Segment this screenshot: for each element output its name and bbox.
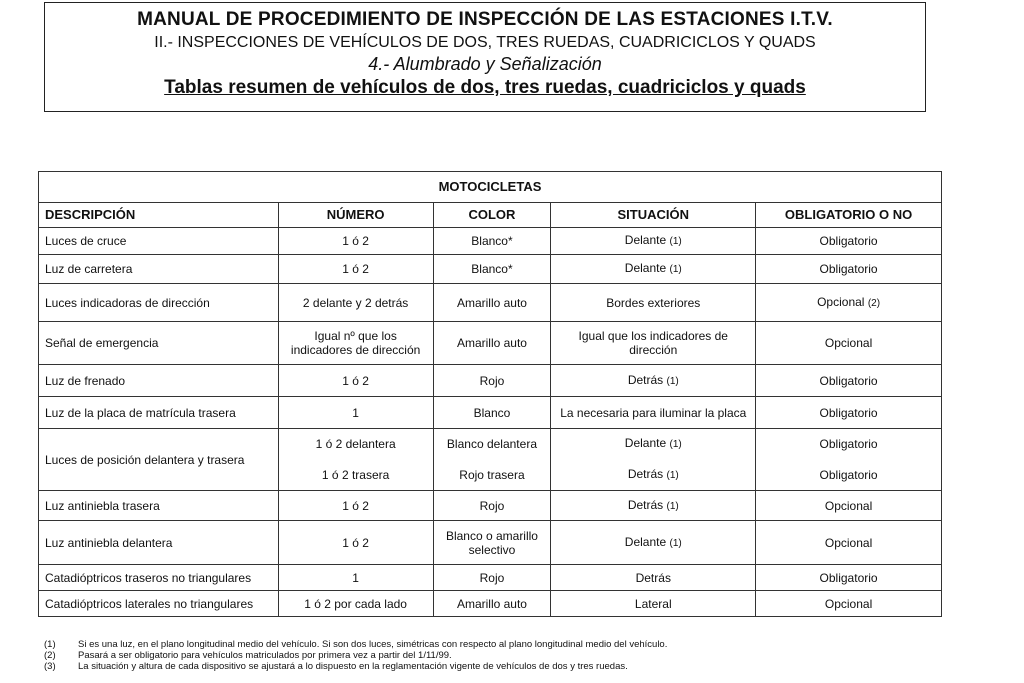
- cell-color: Rojo: [433, 491, 551, 521]
- cell-situacion: Detrás (1): [551, 460, 756, 491]
- footnote-number: (2): [44, 650, 56, 661]
- cell-color: Blanco delantera: [433, 429, 551, 460]
- cell-color: Blanco: [433, 397, 551, 429]
- cell-situacion: Detrás (1): [551, 365, 756, 397]
- table-row: [39, 228, 942, 255]
- footnote-text: Si es una luz, en el plano longitudinal medio del vehículo. Si son dos luces, simétricas con respecto al plano longitudinal medio del vehículo.: [78, 639, 668, 650]
- cell-situacion: Lateral: [551, 591, 756, 617]
- tables-title: Tablas resumen de vehículos de dos, tres ruedas, cuadriciclos y quads: [164, 77, 806, 98]
- cell-obligatorio: Obligatorio: [756, 565, 942, 591]
- cell-numero: 1 ó 2: [278, 228, 433, 255]
- footnote-ref: (2): [867, 297, 881, 309]
- cell-numero: 1 ó 2: [278, 255, 433, 284]
- cell-numero: 1: [278, 565, 433, 591]
- cell-situacion: Igual que los indicadores de dirección: [551, 322, 756, 365]
- cell-descripcion: Luces de cruce: [39, 228, 279, 255]
- cell-color: Amarillo auto: [433, 284, 551, 322]
- manual-title: MANUAL DE PROCEDIMIENTO DE INSPECCIÓN DE LAS ESTACIONES I.T.V.: [137, 9, 833, 30]
- table-row: [39, 255, 942, 284]
- cell-situacion: La necesaria para iluminar la placa: [551, 397, 756, 429]
- cell-numero: 1 ó 2 por cada lado: [278, 591, 433, 617]
- cell-descripcion: Luces indicadoras de dirección: [39, 284, 279, 322]
- cell-descripcion: Luz de la placa de matrícula trasera: [39, 397, 279, 429]
- table-row: [39, 284, 942, 322]
- table-header-row: [39, 203, 942, 228]
- cell-situacion: Detrás (1): [551, 491, 756, 521]
- cell-situacion: Detrás: [551, 565, 756, 591]
- document-header: [44, 2, 926, 112]
- cell-obligatorio: Opcional (2): [756, 284, 942, 322]
- section-title: 4.- Alumbrado y Señalización: [368, 54, 602, 74]
- cell-numero: Igual nº que los indicadores de dirección: [278, 322, 433, 365]
- cell-situacion: Bordes exteriores: [551, 284, 756, 322]
- cell-obligatorio: Opcional: [756, 322, 942, 365]
- cell-obligatorio: Obligatorio: [756, 429, 942, 460]
- col-header-numero: NÚMERO: [278, 203, 433, 228]
- table-caption: MOTOCICLETAS: [39, 172, 942, 203]
- cell-obligatorio: Obligatorio: [756, 255, 942, 284]
- cell-obligatorio: Obligatorio: [756, 365, 942, 397]
- cell-numero: 1: [278, 397, 433, 429]
- cell-descripcion: Luz antiniebla delantera: [39, 521, 279, 565]
- cell-color: Amarillo auto: [433, 591, 551, 617]
- cell-color: Rojo: [433, 565, 551, 591]
- table-row: [39, 565, 942, 591]
- cell-numero: 2 delante y 2 detrás: [278, 284, 433, 322]
- table-row: [39, 322, 942, 365]
- table-row: [39, 591, 942, 617]
- col-header-situacion: SITUACIÓN: [551, 203, 756, 228]
- footnote-number: (3): [44, 661, 56, 672]
- footnote-ref: (1): [669, 236, 682, 247]
- footnotes: [44, 639, 994, 672]
- col-header-descripcion: DESCRIPCIÓN: [39, 203, 279, 228]
- cell-descripcion: Luz de frenado: [39, 365, 279, 397]
- cell-obligatorio: Opcional: [756, 491, 942, 521]
- cell-obligatorio: Obligatorio: [756, 228, 942, 255]
- footnote-ref: (1): [669, 264, 682, 275]
- footnote-text: Pasará a ser obligatorio para vehículos matriculados por primera vez a partir del 1/11/99.: [78, 650, 452, 661]
- cell-situacion: Delante (1): [551, 228, 756, 255]
- footnote: [44, 661, 994, 672]
- cell-color: Rojo: [433, 365, 551, 397]
- cell-color: Blanco*: [433, 228, 551, 255]
- cell-numero: 1 ó 2 trasera: [278, 460, 433, 491]
- cell-descripcion: Señal de emergencia: [39, 322, 279, 365]
- cell-obligatorio: Opcional: [756, 591, 942, 617]
- motorcycle-lighting-table: [38, 171, 942, 617]
- cell-descripcion: Luz antiniebla trasera: [39, 491, 279, 521]
- cell-numero: 1 ó 2: [278, 365, 433, 397]
- cell-numero: 1 ó 2: [278, 491, 433, 521]
- table-row: [39, 521, 942, 565]
- table-row: [39, 397, 942, 429]
- cell-obligatorio: Obligatorio: [756, 460, 942, 491]
- col-header-obligatorio: OBLIGATORIO O NO: [756, 203, 942, 228]
- cell-situacion: Delante (1): [551, 521, 756, 565]
- footnote-ref: (1): [669, 537, 682, 549]
- footnote-text: La situación y altura de cada dispositivo se ajustará a lo dispuesto en la reglamentación vigente de vehículos de dos y tres ruedas.: [78, 661, 628, 672]
- footnote-ref: (1): [666, 375, 679, 387]
- cell-numero: 1 ó 2 delantera: [278, 429, 433, 460]
- col-header-color: COLOR: [433, 203, 551, 228]
- cell-numero: 1 ó 2: [278, 521, 433, 565]
- cell-obligatorio: Opcional: [756, 521, 942, 565]
- cell-descripcion: Luces de posición delantera y trasera: [39, 429, 279, 491]
- footnote-ref: (1): [669, 439, 682, 451]
- cell-color: Amarillo auto: [433, 322, 551, 365]
- cell-descripcion: Luz de carretera: [39, 255, 279, 284]
- cell-color: Rojo trasera: [433, 460, 551, 491]
- cell-obligatorio: Obligatorio: [756, 397, 942, 429]
- table-row: [39, 365, 942, 397]
- footnote: [44, 639, 994, 650]
- footnote-number: (1): [44, 639, 56, 650]
- footnote-ref: (1): [666, 469, 679, 481]
- cell-situacion: Delante (1): [551, 429, 756, 460]
- cell-descripcion: Catadióptricos traseros no triangulares: [39, 565, 279, 591]
- footnote-ref: (1): [666, 500, 679, 512]
- cell-color: Blanco o amarillo selectivo: [433, 521, 551, 565]
- table-row: [39, 491, 942, 521]
- cell-color: Blanco*: [433, 255, 551, 284]
- cell-descripcion: Catadióptricos laterales no triangulares: [39, 591, 279, 617]
- chapter-subtitle: II.- INSPECCIONES DE VEHÍCULOS DE DOS, TRES RUEDAS, CUADRICICLOS Y QUADS: [154, 34, 816, 51]
- table-row: [39, 429, 942, 460]
- cell-situacion: Delante (1): [551, 255, 756, 284]
- footnote: [44, 650, 994, 661]
